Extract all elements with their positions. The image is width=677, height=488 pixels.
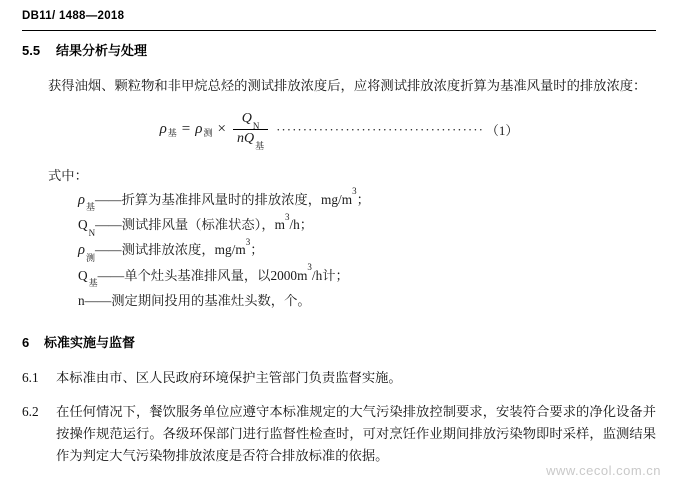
formula-lhs-subscript: 基 [167,128,177,139]
formula-equation-number: （1） [485,123,519,139]
formula-times: × [217,121,226,138]
header-divider [22,30,656,31]
symbol-0: ρ [78,191,85,208]
symbol-0-tail: ； [356,191,370,207]
section-number-6: 6 [22,335,30,351]
formula-denominator-subscript: 基 [255,140,265,151]
list-item [78,238,656,263]
symbol-0-text: ——折算为基准排风量时的排放浓度，mg/m [94,191,353,207]
formula-leader-dots: ······································· [276,121,484,137]
symbol-2-subscript: 测 [85,253,95,263]
formula-1 [22,111,656,149]
symbol-0-unit-exponent: 3 [352,186,357,197]
page-header-standard-code: DB11/ 1488—2018 [22,10,125,22]
symbol-4-text: ——测定期间投用的基准灶头数，个。 [84,293,311,309]
symbol-definition-list [78,188,656,313]
formula-lhs-symbol: ρ [159,121,167,138]
symbol-1-tail: /h； [289,216,314,232]
list-item [78,213,656,238]
symbol-3-tail: /h计； [311,267,349,283]
formula-rhs-subscript: 测 [203,128,213,139]
symbol-2: ρ [78,242,85,259]
watermark: www.cecol.com.cn [546,463,661,478]
symbol-3: Q [78,267,88,283]
symbol-1-unit-exponent: 3 [284,211,290,222]
clause-6-2-text: 在任何情况下，餐饮服务单位应遵守本标准规定的大气污染排放控制要求，安装符合要求的净化设备并按操作规范运行。各级环保部门进行监督性检查时，可对烹饪作业期间排放污染物即时采样，监测结果作为判定大气污染物排放浓度是否符合排放标准的依据。 [56,404,656,464]
symbol-3-subscript: 基 [88,278,98,289]
paragraph-5-5-intro: 获得油烟、颗粒物和非甲烷总烃的测试排放浓度后，应将测试排放浓度折算为基准风量时的排放浓度： [48,78,647,93]
clause-6-2 [22,401,656,467]
symbol-2-text: ——测试排放浓度，mg/m [94,242,246,258]
formula-expression [160,111,519,149]
list-item [78,188,656,213]
formula-numerator-subscript: N [252,120,260,131]
formula-denominator [233,130,268,149]
symbol-2-tail: ； [250,242,264,258]
clause-6-1 [22,367,656,389]
formula-rhs-symbol: ρ [195,121,203,138]
where-label: 式中： [48,167,88,183]
symbol-1: Q [78,216,88,232]
formula-numerator-symbol: Q [241,110,252,126]
formula-fraction [233,111,268,149]
formula-numerator [238,111,264,129]
symbol-1-subscript: N [88,227,96,238]
formula-equals: = [181,121,191,138]
formula-denominator-symbol: Q [243,130,255,146]
clause-6-1-text: 本标准由市、区人民政府环境保护主管部门负责监督实施。 [56,370,402,386]
symbol-3-text: ——单个灶头基准排风量，以2000m [97,267,308,283]
clause-6-2-number: 6.2 [22,404,39,420]
symbol-2-unit-exponent: 3 [245,236,251,247]
section-title-6: 标准实施与监督 [44,335,136,351]
symbol-3-unit-exponent: 3 [307,262,312,273]
symbol-0-subscript: 基 [85,202,95,213]
section-heading-6 [22,332,656,351]
section-title-5-5: 结果分析与处理 [56,43,148,58]
section-heading-5-5 [22,40,656,59]
list-item [78,289,656,312]
section-number-5-5: 5.5 [22,43,41,58]
formula-denominator-prefix: n [236,130,244,146]
clause-6-1-number: 6.1 [22,370,39,386]
document-body [22,40,656,467]
list-item [78,264,656,289]
symbol-4: n [78,293,85,309]
symbol-1-text: ——测试排风量（标准状态），m [95,216,285,232]
